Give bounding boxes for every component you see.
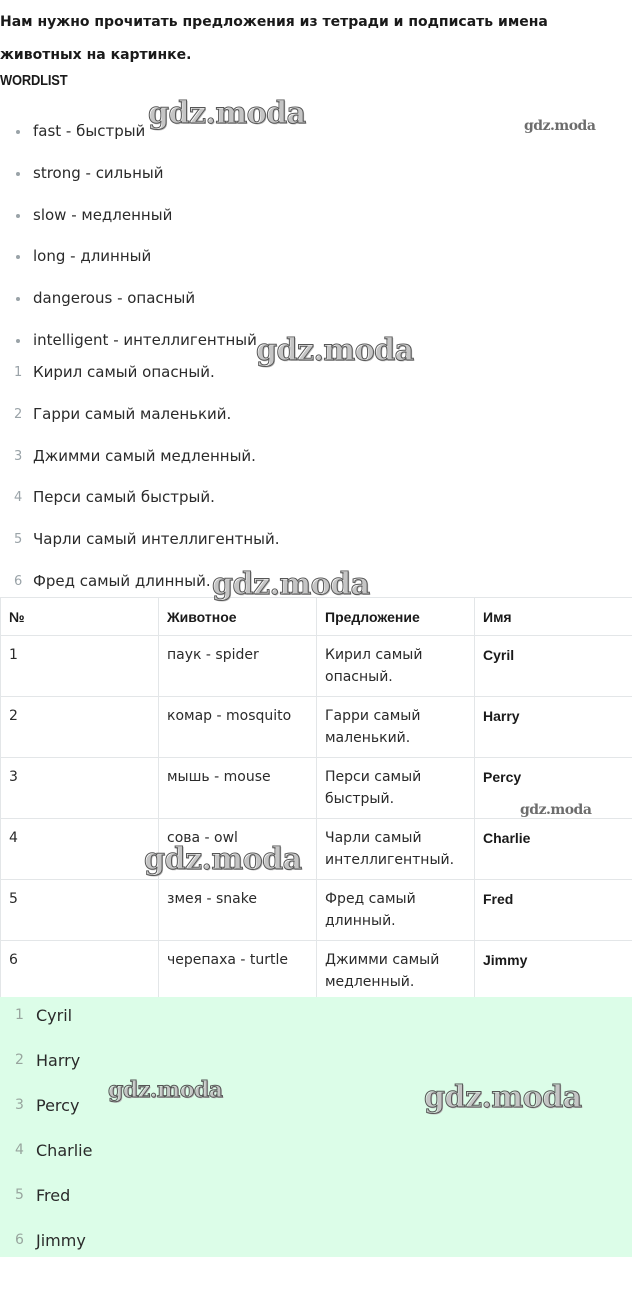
cell-sentence: Чарли самый интеллигентный. (317, 819, 475, 880)
item-number: 5 (14, 532, 23, 548)
answer-item: 2 Harry (0, 1038, 92, 1083)
table-row (1, 880, 632, 941)
item-number: 2 (14, 406, 23, 422)
cell-animal: сова - owl (159, 819, 317, 880)
answer-item: 3 Percy (0, 1083, 92, 1128)
table-row (1, 941, 632, 1002)
wordlist-item: fast - быстрый (0, 111, 257, 153)
wordlist-item: slow - медленный (0, 195, 257, 237)
sentence-item: 3 Джимми самый медленный. (0, 436, 279, 478)
item-number: 3 (14, 448, 23, 464)
cell-number: 3 (1, 758, 159, 819)
sentence-item: 1 Кирил самый опасный. (0, 352, 279, 394)
answer-box (0, 997, 632, 1257)
table-row (1, 636, 632, 697)
header-name: Имя (475, 598, 632, 636)
wordlist-item: strong - сильный (0, 153, 257, 195)
sentence-list (0, 352, 279, 603)
header-animal: Животное (159, 598, 317, 636)
wordlist-item: long - длинный (0, 236, 257, 278)
cell-number: 2 (1, 697, 159, 758)
cell-name: Jimmy (475, 941, 632, 1002)
wordlist-item: intelligent - интеллигентный (0, 320, 257, 362)
cell-number: 1 (1, 636, 159, 697)
bullet-dot-icon (16, 255, 20, 259)
item-number: 5 (15, 1187, 24, 1203)
cell-number: 4 (1, 819, 159, 880)
answer-item: 5 Fred (0, 1173, 92, 1218)
bullet-dot-icon (16, 130, 20, 134)
header-sentence: Предложение (317, 598, 475, 636)
cell-name: Fred (475, 880, 632, 941)
item-number: 1 (14, 365, 23, 380)
wordlist (0, 111, 257, 362)
answer-item: 1 Cyril (0, 993, 92, 1038)
bullet-dot-icon (16, 172, 20, 176)
table-row (1, 819, 632, 880)
sentence-item: 4 Перси самый быстрый. (0, 477, 279, 519)
item-number: 6 (15, 1232, 24, 1248)
sentence-item: 2 Гарри самый маленький. (0, 394, 279, 436)
item-number: 4 (14, 490, 23, 506)
cell-sentence: Кирил самый опасный. (317, 636, 475, 697)
answer-item: 6 Jimmy (0, 1218, 92, 1263)
watermark: gdz.moda (148, 96, 306, 131)
cell-animal: комар - mosquito (159, 697, 317, 758)
intro-text: Нам нужно прочитать предложения из тетради и подписать имена животных на картинке. (0, 14, 548, 63)
bullet-dot-icon (16, 297, 20, 301)
table-row (1, 758, 632, 819)
cell-sentence: Гарри самый маленький. (317, 697, 475, 758)
wordlist-item: dangerous - опасный (0, 278, 257, 320)
header-number: № (1, 598, 159, 636)
item-number: 1 (15, 1007, 24, 1023)
cell-animal: паук - spider (159, 636, 317, 697)
cell-name: Charlie (475, 819, 632, 880)
cell-sentence: Фред самый длинный. (317, 880, 475, 941)
table-row (1, 697, 632, 758)
bullet-dot-icon (16, 339, 20, 343)
item-number: 6 (14, 573, 23, 589)
watermark: gdz.moda (520, 802, 592, 818)
cell-sentence: Перси самый быстрый. (317, 758, 475, 819)
table-header-row (1, 598, 632, 636)
cell-animal: черепаха - turtle (159, 941, 317, 1002)
bullet-dot-icon (16, 214, 20, 218)
item-number: 4 (15, 1142, 24, 1158)
sentence-item: 5 Чарли самый интеллигентный. (0, 519, 279, 561)
answer-list (0, 993, 92, 1263)
sentence-item: 6 Фред самый длинный. (0, 561, 279, 603)
cell-sentence: Джимми самый медленный. (317, 941, 475, 1002)
cell-name: Percy (475, 758, 632, 819)
cell-number: 5 (1, 880, 159, 941)
animals-table (0, 597, 632, 1002)
cell-animal: змея - snake (159, 880, 317, 941)
item-number: 3 (15, 1097, 24, 1113)
cell-name: Cyril (475, 636, 632, 697)
item-number: 2 (15, 1052, 24, 1068)
cell-number: 6 (1, 941, 159, 1002)
cell-name: Harry (475, 697, 632, 758)
watermark: gdz.moda (144, 842, 302, 877)
watermark: gdz.moda (256, 333, 414, 368)
cell-animal: мышь - mouse (159, 758, 317, 819)
answer-item: 4 Charlie (0, 1128, 92, 1173)
wordlist-heading: WORDLIST (0, 72, 68, 89)
watermark: gdz.moda (212, 567, 370, 602)
watermark: gdz.moda (524, 118, 596, 134)
